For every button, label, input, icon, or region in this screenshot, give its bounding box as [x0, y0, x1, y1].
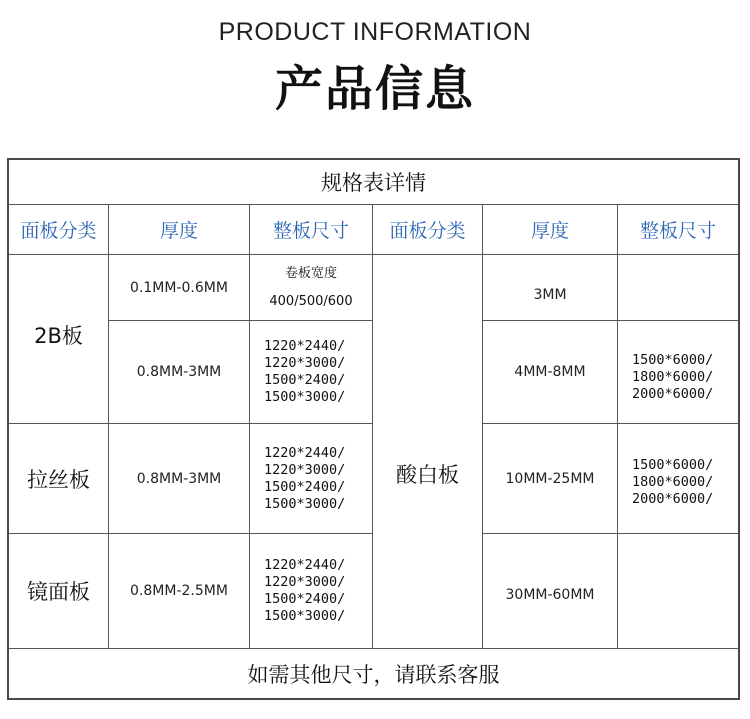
size-value: 1500*6000/: [632, 351, 714, 368]
thickness-cell: 0.8MM-3MM: [136, 470, 222, 487]
thickness-cell: 0.8MM-3MM: [136, 364, 222, 380]
size-value: 1220*2440/: [264, 444, 346, 461]
size-value: 1500*2400/: [264, 478, 346, 495]
category-pickled: 酸白板: [396, 462, 459, 487]
size-value: 1500*3000/: [264, 495, 346, 512]
size-value: 1220*2440/: [264, 338, 346, 354]
size-value: 1800*6000/: [632, 368, 714, 385]
thickness-cell: 4MM-8MM: [514, 364, 586, 380]
coil-width-cell: [250, 255, 372, 320]
thickness-cell: 0.8MM-2.5MM: [130, 583, 228, 599]
category-brushed: 拉丝板: [27, 467, 90, 492]
size-value: 1500*3000/: [264, 389, 346, 405]
size-value: 1500*2400/: [264, 591, 346, 607]
header-category-left: 面板分类: [20, 220, 97, 242]
size-value: 2000*6000/: [632, 385, 714, 402]
size-cell: [618, 424, 738, 540]
header-size-right: 整板尺寸: [639, 220, 716, 242]
size-cell: [250, 424, 372, 533]
coil-width-values: 400/500/600: [269, 293, 353, 309]
category-2b: 2B板: [34, 324, 83, 348]
size-value: 1220*3000/: [264, 355, 346, 371]
size-value: 1500*6000/: [632, 456, 714, 473]
size-value: 1500*3000/: [264, 608, 346, 624]
category-mirror: 镜面板: [27, 580, 90, 604]
size-value: 1500*2400/: [264, 372, 346, 388]
coil-width-label: 卷板宽度: [284, 265, 337, 281]
thickness-cell: 3MM: [533, 286, 567, 303]
header-thickness-right: 厚度: [530, 220, 569, 242]
contact-note: 如需其他尺寸，请联系客服: [247, 662, 500, 687]
thickness-cell: 0.1MM-0.6MM: [130, 279, 228, 296]
header-thickness-left: 厚度: [159, 220, 198, 242]
size-value: 2000*6000/: [632, 490, 714, 507]
size-cell: [250, 534, 372, 648]
size-value: 1220*2440/: [264, 557, 346, 573]
size-cell: [250, 321, 372, 423]
header-category-right: 面板分类: [389, 220, 466, 242]
size-value: 1220*3000/: [264, 461, 346, 478]
thickness-cell: 30MM-60MM: [505, 587, 595, 603]
page-title-chinese: 产品信息: [274, 61, 475, 117]
size-value: 1220*3000/: [264, 574, 346, 590]
thickness-cell: 10MM-25MM: [505, 470, 595, 487]
page-title-english: PRODUCT INFORMATION: [218, 18, 532, 46]
header-size-left: 整板尺寸: [272, 220, 349, 242]
size-value: 1800*6000/: [632, 473, 714, 490]
size-cell: [618, 321, 738, 433]
table-title: 规格表详情: [321, 171, 426, 195]
